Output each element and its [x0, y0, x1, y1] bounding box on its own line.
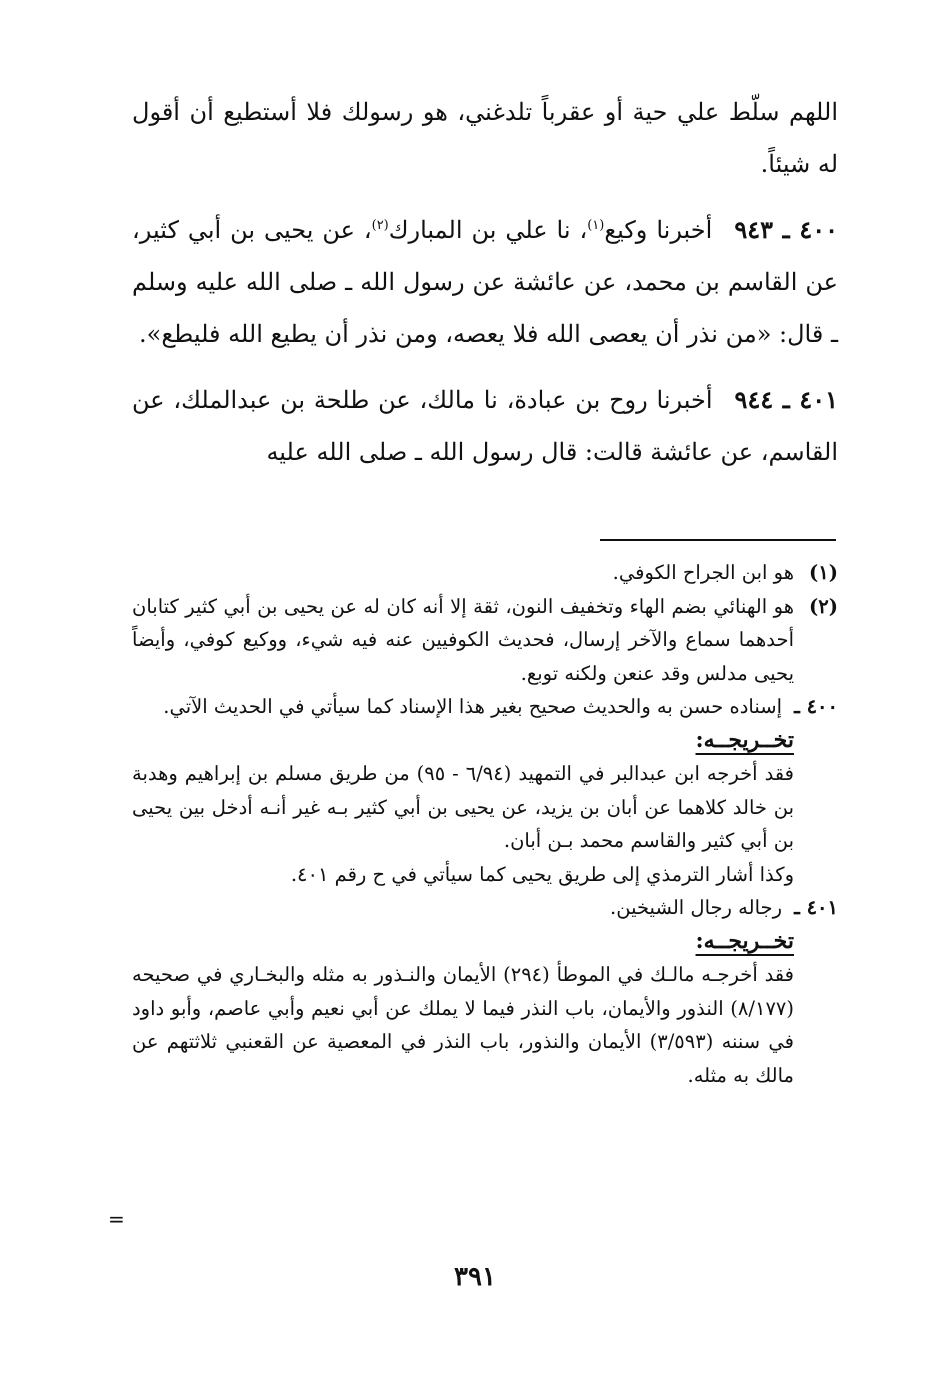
takhrij-heading: تخــريجــه:	[695, 726, 794, 753]
note-number: ٤٠١ ـ	[794, 896, 838, 919]
hadith-text-part: أخبرنا وكيع	[604, 216, 713, 244]
takhrij-400	[132, 724, 838, 892]
takhrij-401	[132, 925, 838, 1093]
note-number: ٤٠٠ ـ	[794, 695, 838, 718]
footnote-number: (٢)	[809, 594, 838, 618]
footnote-number: (١)	[809, 561, 838, 584]
takhrij-text: فقد أخرجه ابن عبدالبر في التمهيد (٦/٩٤ - ٩٥) من طريق مسلم بن إبراهيم وهدبة بن خالد كلاهما عن أبان بن يزيد، عن يحيى بن أبي كثير بـه غير أنـه أدخل بين يحيى بن أبي كثير والقاسم محمد بـن أبان.	[132, 762, 794, 852]
footnote-text: هو ابن الجراح الكوفي.	[612, 561, 794, 584]
page-number: ٣٩١	[454, 1262, 496, 1292]
note-text: رجاله رجال الشيخين.	[610, 896, 782, 919]
hadith-943	[132, 204, 838, 360]
footnote-separator	[600, 539, 836, 541]
note-400	[132, 690, 838, 724]
hadith-text-part: ، نا علي بن المبارك	[388, 216, 588, 244]
footnote-ref-1[interactable]: (١)	[587, 218, 605, 233]
continuation-mark: =	[108, 1207, 125, 1231]
takhrij-text: فقد أخرجـه مالـك في الموطأ (٢٩٤) الأيمان والنـذور به مثله والبخـاري في صحيحه (٨/١٧٧) النذور والأيمان، باب النذر فيما لا يملك عن أبي نعيم وأبي عاصم، وأبو داود في سننه (٣/٥٩٣) الأيمان والنذور، باب النذر في المعصية عن القعنبي ثلاثتهم عن مالك به مثله.	[132, 963, 794, 1087]
hadith-number: ٤٠٠ ـ ٩٤٣	[734, 215, 838, 244]
note-text: إسناده حسن به والحديث صحيح بغير هذا الإسناد كما سيأتي في الحديث الآتي.	[163, 695, 782, 718]
main-text	[132, 86, 838, 492]
footnote-ref-2[interactable]: (٢)	[371, 218, 389, 233]
note-401	[132, 891, 838, 925]
takhrij-heading: تخــريجــه:	[695, 927, 794, 954]
hadith-number: ٤٠١ ـ ٩٤٤	[734, 385, 839, 414]
paragraph-opening: اللهم سلّط علي حية أو عقرباً تلدغني، هو رسولك فلا أستطيع أن أقول له شيئاً.	[132, 98, 838, 178]
footnote-1	[132, 556, 838, 590]
footnotes	[132, 556, 838, 1092]
takhrij-text: وكذا أشار الترمذي إلى طريق يحيى كما سيأتي في ح رقم ٤٠١.	[290, 862, 794, 886]
hadith-text-part: ، عن يحيى بن أبي كثير، عن القاسم بن محمد، عن عائشة عن رسول الله ـ صلى الله عليه وسلم ـ قال: «من نذر أن يعصى الله فلا يعصه، ومن نذر أن يطيع الله فليطع».	[132, 216, 838, 348]
footnote-2	[132, 590, 838, 691]
footnote-text: هو الهنائي بضم الهاء وتخفيف النون، ثقة إلا أنه كان له عن يحيى بن أبي كثير كتابان أحدهما سماع والآخر إرسال، فحديث الكوفيين عنه فيه شيء، ووكيع كوفي، وأيضاً يحيى مدلس وقد عنعن ولكنه توبع.	[132, 594, 794, 685]
hadith-944	[132, 374, 838, 478]
hadith-text: أخبرنا روح بن عبادة، نا مالك، عن طلحة بن عبدالملك، عن القاسم، عن عائشة قالت: قال رسول الله ـ صلى الله عليه	[132, 386, 838, 466]
